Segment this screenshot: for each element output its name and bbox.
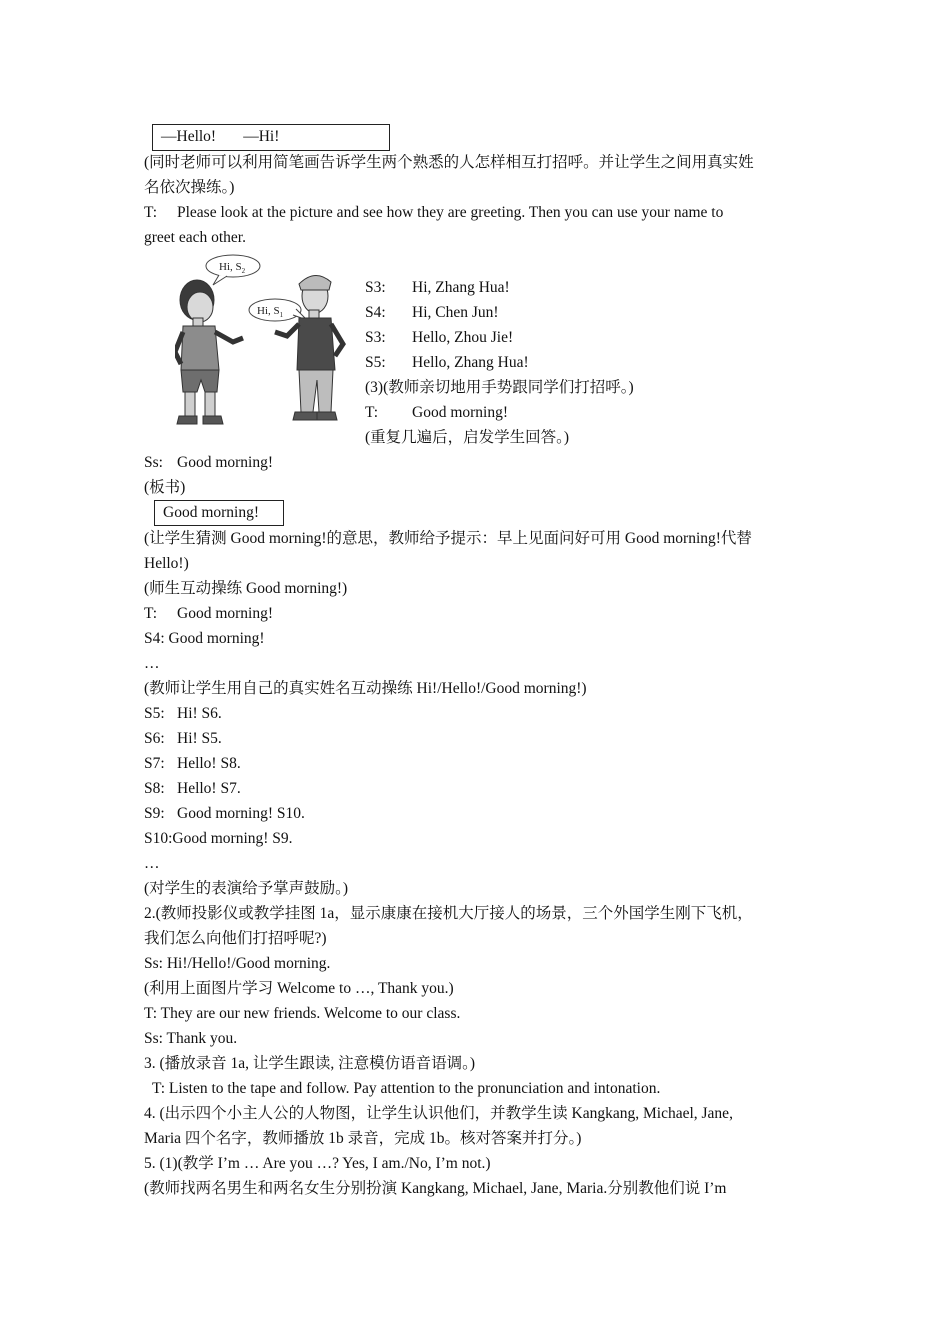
- para-4: (教师让学生用自己的真实姓名互动操练 Hi!/Hello!/Good morning!): [144, 680, 587, 697]
- speaker-label: S8:: [144, 780, 165, 797]
- speaker-label: S6:: [144, 730, 165, 747]
- side-dialog-text: Hello, Zhou Jie!: [412, 329, 514, 346]
- ellipsis-2: …: [144, 855, 160, 872]
- side-dialog-line: [365, 303, 499, 323]
- good-morning-box: Good morning!: [154, 500, 284, 526]
- side-dialog-line: [365, 328, 513, 348]
- dialog-text: Good morning! S10.: [177, 805, 305, 822]
- students-line-3: Ss: Thank you.: [144, 1030, 238, 1047]
- side-teacher-text: Good morning!: [412, 404, 509, 421]
- speaker-label: S4:: [365, 304, 386, 321]
- teacher-line-2-text: Good morning!: [177, 605, 274, 622]
- side-dialog-text: Hi, Zhang Hua!: [412, 279, 510, 296]
- dialog-line: [144, 729, 222, 749]
- para-3: (师生互动操练 Good morning!): [144, 580, 348, 597]
- bubble-right-text: Hi, S: [257, 305, 280, 317]
- students-line-1: [144, 453, 273, 473]
- speaker-label: S7:: [144, 755, 165, 772]
- bubble-left-text: Hi, S: [219, 261, 242, 273]
- side-dialog-text: Hello, Zhang Hua!: [412, 354, 529, 371]
- board-note: (板书): [144, 479, 186, 496]
- speaker-label: S5:: [365, 354, 386, 371]
- side-note-2: (重复几遍后，启发学生回答。): [365, 429, 570, 446]
- para-2-line-1: (让学生猜测 Good morning!的意思，教师给予提示：早上见面问好可用 Good morning!代替: [144, 530, 752, 547]
- dialog-line: [144, 704, 222, 724]
- speaker-label: Ss:: [144, 454, 163, 471]
- speech-bubble-left: [206, 255, 260, 285]
- teacher-line-3: T: They are our new friends. Welcome to our class.: [144, 1005, 461, 1022]
- dialog-text: Hello! S8.: [177, 755, 241, 772]
- speaker-label: S3:: [365, 329, 386, 346]
- para-2-line-2: Hello!): [144, 555, 189, 572]
- para-8: 3. (播放录音 1a, 让学生跟读, 注意模仿语音语调。): [144, 1055, 476, 1072]
- greeting-box: [152, 124, 390, 151]
- boy-left-figure: [175, 280, 243, 424]
- students-line-1-text: Good morning!: [177, 454, 274, 471]
- greeting-box-hi: —Hi!: [243, 128, 280, 145]
- para-7: (利用上面图片学习 Welcome to …, Thank you.): [144, 980, 454, 997]
- dialog-line: [144, 779, 241, 799]
- dialog-text: Hello! S7.: [177, 780, 241, 797]
- dialog-text: Hi! S5.: [177, 730, 222, 747]
- dialog-line: [144, 804, 305, 824]
- teacher-line-2: [144, 604, 273, 624]
- para-6-line-2: 我们怎么向他们打招呼呢?): [144, 930, 327, 947]
- student-4-line: S4: Good morning!: [144, 630, 265, 647]
- teacher-line-1: [144, 203, 723, 223]
- teacher-line-4: T: Listen to the tape and follow. Pay attention to the pronunciation and intonation.: [152, 1080, 661, 1097]
- greeting-illustration: [175, 252, 355, 430]
- greeting-box-hello: —Hello!: [161, 128, 217, 145]
- teacher-line-1-text: Please look at the picture and see how they are greeting. Then you can use your name to: [177, 204, 724, 221]
- speaker-label: T:: [144, 605, 158, 622]
- bubble-right-sub: 1: [279, 311, 284, 319]
- para-9-line-1: 4. (出示四个小主人公的人物图，让学生认识他们，并教学生读 Kangkang, Michael, Jane,: [144, 1105, 733, 1122]
- para-11: (教师找两名男生和两名女生分别扮演 Kangkang, Michael, Jane, Maria.分别教他们说 I’m: [144, 1180, 727, 1197]
- side-note-1: (3)(教师亲切地用手势跟同学们打招呼。): [365, 379, 634, 396]
- ellipsis-1: …: [144, 655, 160, 672]
- speaker-label: T:: [365, 404, 379, 421]
- side-dialog-text: Hi, Chen Jun!: [412, 304, 499, 321]
- side-dialog-line: [365, 278, 510, 298]
- para-5: (对学生的表演给予掌声鼓励。): [144, 880, 349, 897]
- para-10: 5. (1)(教学 I’m … Are you …? Yes, I am./No, I’m not.): [144, 1155, 491, 1172]
- bubble-left-sub: 2: [241, 267, 246, 275]
- speaker-label: S5:: [144, 705, 165, 722]
- speaker-label: T:: [144, 204, 158, 221]
- dialog-text: Hi! S6.: [177, 705, 222, 722]
- para-9-line-2: Maria 四个名字，教师播放 1b 录音，完成 1b。核对答案并打分。): [144, 1130, 582, 1147]
- student-10-line: S10:Good morning! S9.: [144, 830, 293, 847]
- students-line-2: Ss: Hi!/Hello!/Good morning.: [144, 955, 331, 972]
- para-6-line-1: 2.(教师投影仪或教学挂图 1a，显示康康在接机大厅接人的场景，三个外国学生刚下飞机，: [144, 905, 753, 922]
- speaker-label: S9:: [144, 805, 165, 822]
- dialog-line: [144, 754, 241, 774]
- side-teacher-line: [365, 403, 508, 423]
- para-1-line-1: (同时老师可以利用简笔画告诉学生两个熟悉的人怎样相互打招呼。并让学生之间用真实姓: [144, 154, 754, 171]
- side-dialog-line: [365, 353, 529, 373]
- speaker-label: S3:: [365, 279, 386, 296]
- para-1-line-2: 名依次操练。): [144, 179, 235, 196]
- teacher-line-1-cont: greet each other.: [144, 229, 246, 246]
- speech-bubble-right: [249, 299, 307, 321]
- boy-right-figure: [275, 275, 343, 420]
